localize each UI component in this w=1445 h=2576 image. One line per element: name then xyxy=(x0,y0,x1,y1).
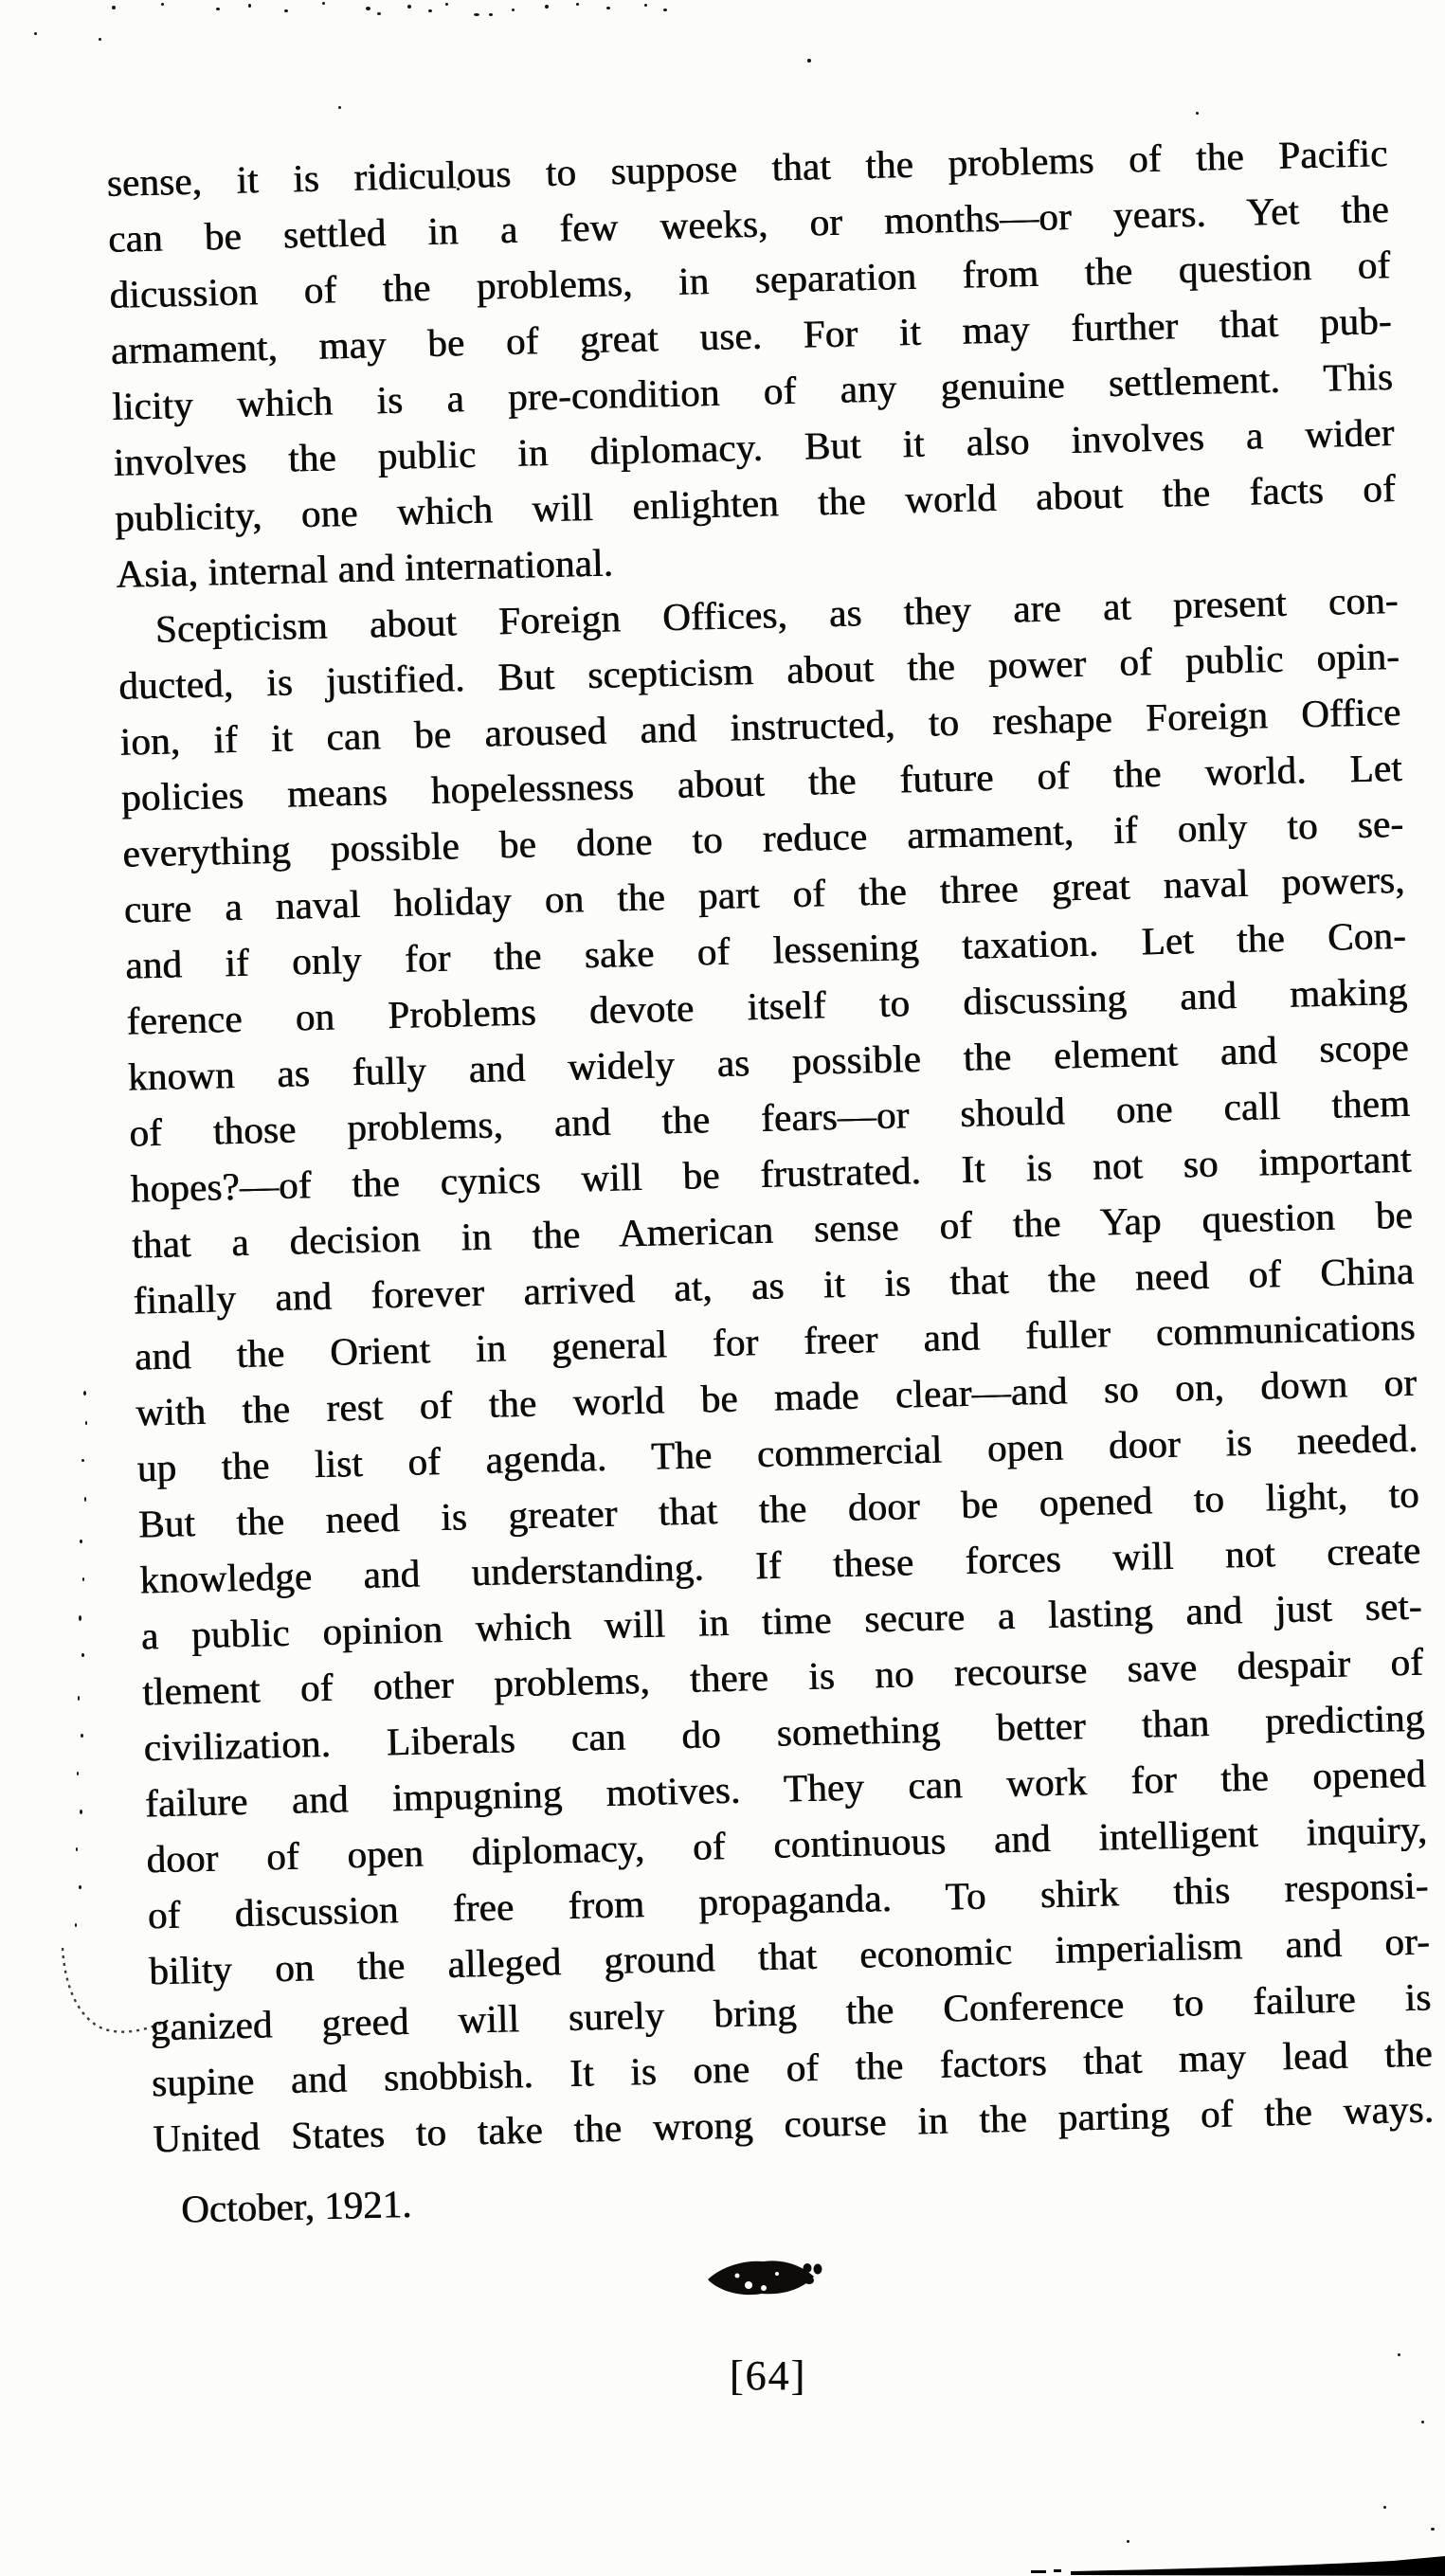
text-line: bility on the alleged ground that economic imperialism and or- xyxy=(148,1918,1431,1993)
text-line: known as fully and widely as possible the element and scope xyxy=(127,1024,1410,1099)
text-line: up the list of agenda. The commercial open door is needed. xyxy=(136,1415,1419,1490)
text-line: cure a naval holiday on the part of the three great naval powers, xyxy=(123,856,1406,931)
scan-edge-artifact xyxy=(0,2554,1445,2576)
text-line: involves the public in diplomacy. But it also involves a wider xyxy=(113,409,1395,484)
printer-ornament-icon xyxy=(705,2257,830,2303)
text-line: of discussion free from propaganda. To shirk this responsi- xyxy=(147,1863,1430,1937)
text-line: But the need is greater that the door be opened to light, to xyxy=(137,1471,1420,1546)
text-line: a public opinion which will in time secure a lasting and just set- xyxy=(140,1583,1423,1658)
text-line: ducted, is justified. But scepticism about the power of public opin- xyxy=(117,633,1400,708)
text-line: ference on Problems devote itself to discussing and making xyxy=(126,968,1408,1043)
text-line: of those problems, and the fears—or should one call them xyxy=(128,1080,1411,1155)
text-line: publicity, one which will enlighten the world about the facts of xyxy=(114,465,1397,540)
page-number: [64] xyxy=(729,2352,807,2399)
text-line: door of open diplomacy, of continuous and intelligent inquiry, xyxy=(146,1807,1428,1882)
text-line: everything possible be done to reduce armament, if only to se- xyxy=(122,801,1404,875)
text-line: ganized greed will surely bring the Conference to failure is xyxy=(150,1974,1432,2049)
text-line: and the Orient in general for freer and fuller communications xyxy=(134,1304,1417,1378)
text-line: ion, if it can be aroused and instructed, to reshape Foreign Office xyxy=(119,689,1401,764)
page-text xyxy=(106,125,1436,2238)
text-line: tlement of other problems, there is no recourse save despair of xyxy=(141,1639,1424,1714)
text-line: sense, it is ridiculous to suppose that the problems of the Pacific xyxy=(106,131,1389,205)
text-line: supine and snobbish. It is one of the factors that may lead the xyxy=(151,2030,1434,2105)
text-line: United States to take the wrong course in the parting of the ways. xyxy=(152,2086,1435,2161)
text-line: hopes?—of the cynics will be frustrated. It is not so important xyxy=(130,1136,1413,1211)
text-line: armament, may be of great use. For it may further that pub- xyxy=(110,298,1393,372)
text-line: with the rest of the world be made clear—and so on, down or xyxy=(135,1360,1418,1434)
text-line: dicussion of the problems, in separation from the question of xyxy=(109,243,1391,316)
text-line: Asia, internal and international. xyxy=(116,540,614,596)
text-line: finally and forever arrived at, as it is that the need of China xyxy=(133,1248,1415,1323)
text-line: policies means hopelessness about the future of the world. Let xyxy=(120,745,1403,820)
text-line: Scepticism about Foreign Offices, as they are at present con- xyxy=(154,577,1400,651)
text-line: knowledge and understanding. If these forces will not create xyxy=(139,1527,1421,1602)
text-line: that a decision in the American sense of the Yap question be xyxy=(131,1192,1414,1267)
text-line: failure and impugning motives. They can work for the opened xyxy=(144,1751,1427,1826)
date-line: October, 1921. xyxy=(180,2181,412,2231)
text-line: can be settled in a few weeks, or months—or years. Yet the xyxy=(107,187,1390,261)
text-line: licity which is a pre-condition of any genuine settlement. This xyxy=(111,354,1394,428)
text-line: civilization. Liberals can do something better than predicting xyxy=(143,1695,1425,1770)
text-line: and if only for the sake of lessening taxation. Let the Con- xyxy=(124,912,1407,987)
